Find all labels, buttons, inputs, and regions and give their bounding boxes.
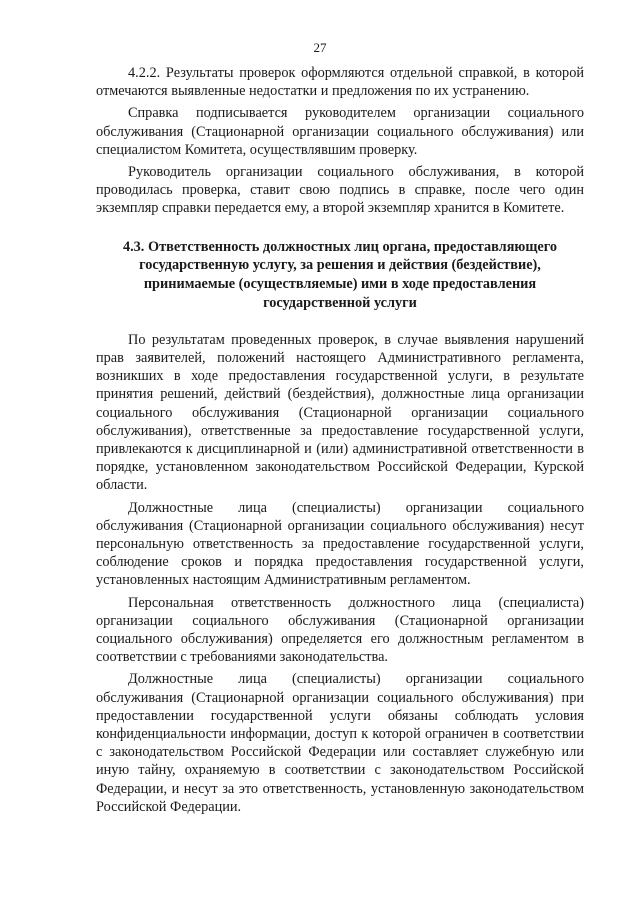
paragraph-report-signature: Справка подписывается руководителем организации социального обслуживания (Стационарной организации социального обслуживания) или специалистом Комитета, осуществлявшим проверку.	[96, 105, 584, 158]
paragraph-personal-responsibility: Должностные лица (специалисты) организации социального обслуживания (Стационарной организации социального обслуживания) несут персональную ответственность за предоставление государственной услуги, соблюдение сроков и порядка предоставления государственной услуги, установленных настоящим Административным регламентом.	[96, 499, 584, 589]
paragraph-head-signature: Руководитель организации социального обслуживания, в которой проводилась проверка, ставит свою подпись в справке, после чего один экземпляр справки передается ему, а второй экземпляр хранится в Комитете.	[96, 164, 584, 217]
paragraph-job-regulation: Персональная ответственность должностного лица (специалиста) организации социального обслуживания (Стационарной организации социального обслуживания) определяется его должностным регламентом в соответствии с требованиями законодательства.	[96, 594, 584, 666]
document-body	[96, 64, 584, 816]
paragraph-violations-liability: По результатам проведенных проверок, в случае выявления нарушений прав заявителей, положений настоящего Административного регламента, возникших в ходе предоставления государственной услуги, в результате принятия решений, действий (бездействия), должностные лица организации социального обслуживания (Стационарной организации социального обслуживания), ответственные за предоставление государственной услуги, привлекаются к дисциплинарной и (или) административной ответственности в порядке, установленном законодательством Российской Федерации, Курской области.	[96, 331, 584, 494]
paragraph-results-report: 4.2.2. Результаты проверок оформляются отдельной справкой, в которой отмечаются выявленные недостатки и предложения по их устранению.	[96, 65, 584, 100]
paragraph-confidentiality: Должностные лица (специалисты) организации социального обслуживания (Стационарной организации социального обслуживания) при предоставлении государственной услуги обязаны соблюдать условия конфиденциальности информации, доступ к которой ограничен в соответствии с законодательством Российской Федерации или составляет служебную или иную тайну, охраняемую в соответствии с законодательством Российской Федерации, и несут за это ответственность, установленную законодательством Российской Федерации.	[96, 671, 584, 815]
page-number: 27	[313, 40, 327, 55]
section-heading-4-3: 4.3. Ответственность должностных лиц органа, предоставляющего государственную услугу, за решения и действия (бездействие), принимаемые (осуществляемые) ими в ходе предоставления государственной услуги	[122, 238, 558, 312]
